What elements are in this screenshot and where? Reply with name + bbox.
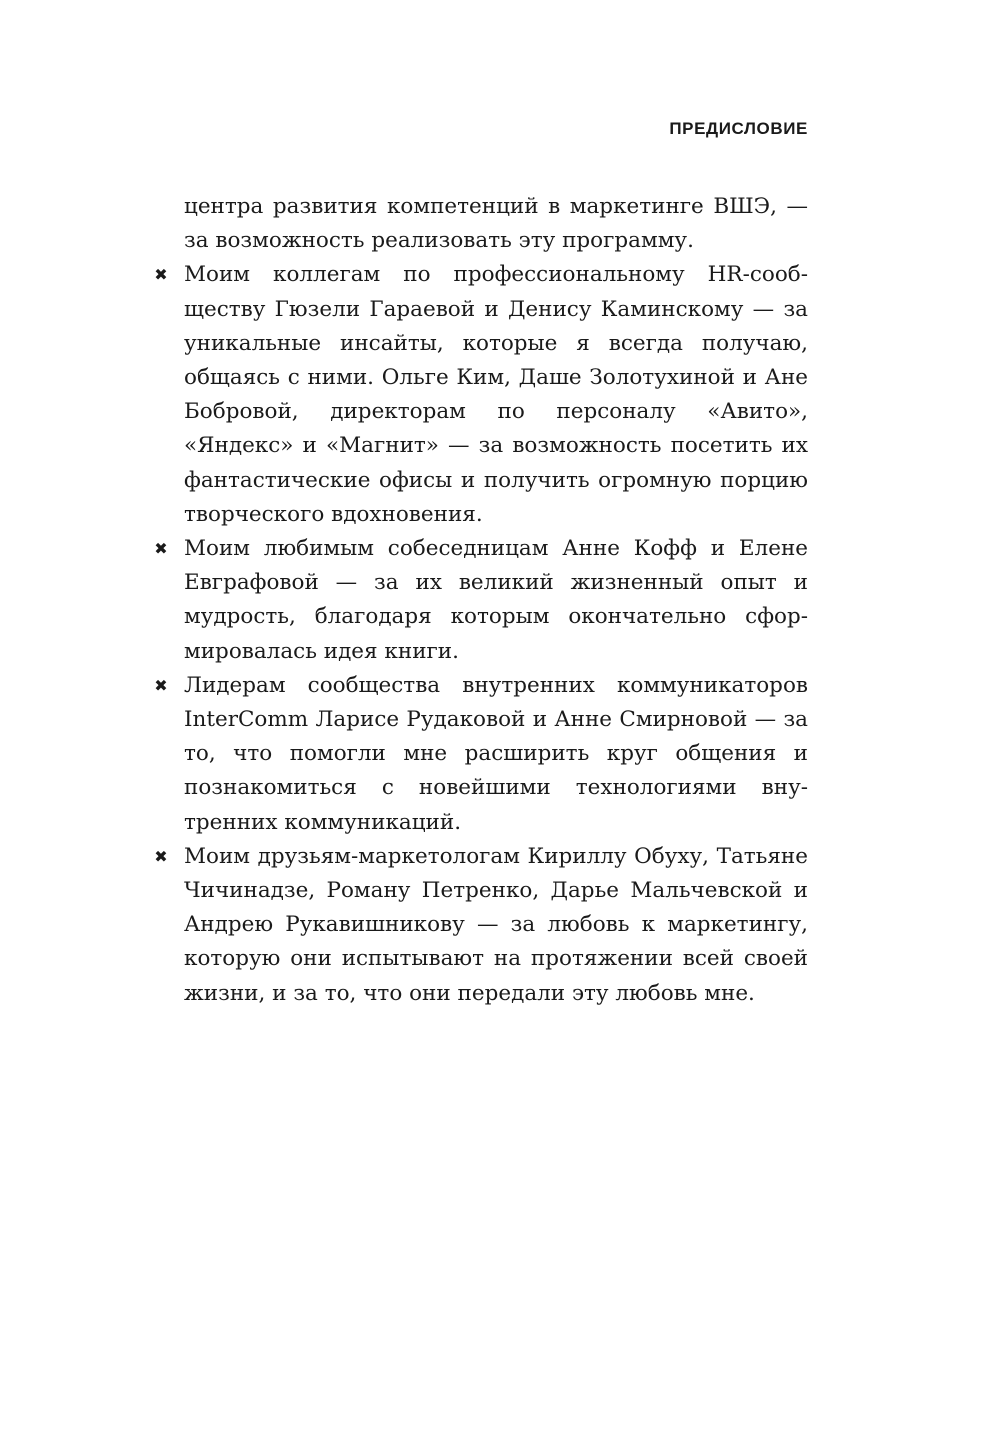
list-item bbox=[154, 532, 808, 669]
list-item bbox=[154, 258, 808, 532]
list-item bbox=[154, 669, 808, 840]
page-body bbox=[154, 190, 808, 1011]
cross-bullet-icon: ✖ bbox=[154, 265, 168, 285]
cross-bullet-icon: ✖ bbox=[154, 846, 168, 866]
cross-bullet-icon: ✖ bbox=[154, 675, 168, 695]
cross-bullet-icon: ✖ bbox=[154, 539, 168, 559]
list-item-text: Моим любимым собеседницам Анне Кофф и Елене Евграфовой — за их великий жизненный опыт и мудрость, благодаря которым окончательно сформировалась идея книги. bbox=[184, 536, 808, 664]
running-head: ПРЕДИСЛОВИЕ bbox=[669, 119, 808, 138]
list-item bbox=[154, 840, 808, 1011]
list-item-text: Моим коллегам по профессиональному HR-сообществу Гюзели Гараевой и Денису Каминскому — за уникальные инсайты, которые я всегда получаю, общаясь с ними. Ольге Ким, Даше Золотухиной и Ане Бобровой, директорам по персоналу «Авито», «Яндекс» и «Магнит» — за возможность посетить их фантастические офисы и получить огромную порцию творческого вдохновения. bbox=[184, 262, 808, 527]
list-item-text: Моим друзьям-маркетологам Кириллу Обуху, Татьяне Чичинадзе, Роману Петренко, Дарье Мальчевской и Андрею Рукавишникову — за любовь к маркетингу, которую они испытывают на протяжении всей своей жизни, и за то, что они передали эту любовь мне. bbox=[184, 843, 808, 1006]
continuation-paragraph: центра развития компетенций в маркетинге ВШЭ, — за возможность реализовать эту программу. bbox=[184, 194, 808, 254]
list-item-text: Лидерам сообщества внутренних коммуникаторов InterComm Ларисе Рудаковой и Анне Смирновой — за то, что помогли мне расширить круг общения и познакомиться с новейшими технологиями внутренних коммуникаций. bbox=[184, 672, 808, 835]
